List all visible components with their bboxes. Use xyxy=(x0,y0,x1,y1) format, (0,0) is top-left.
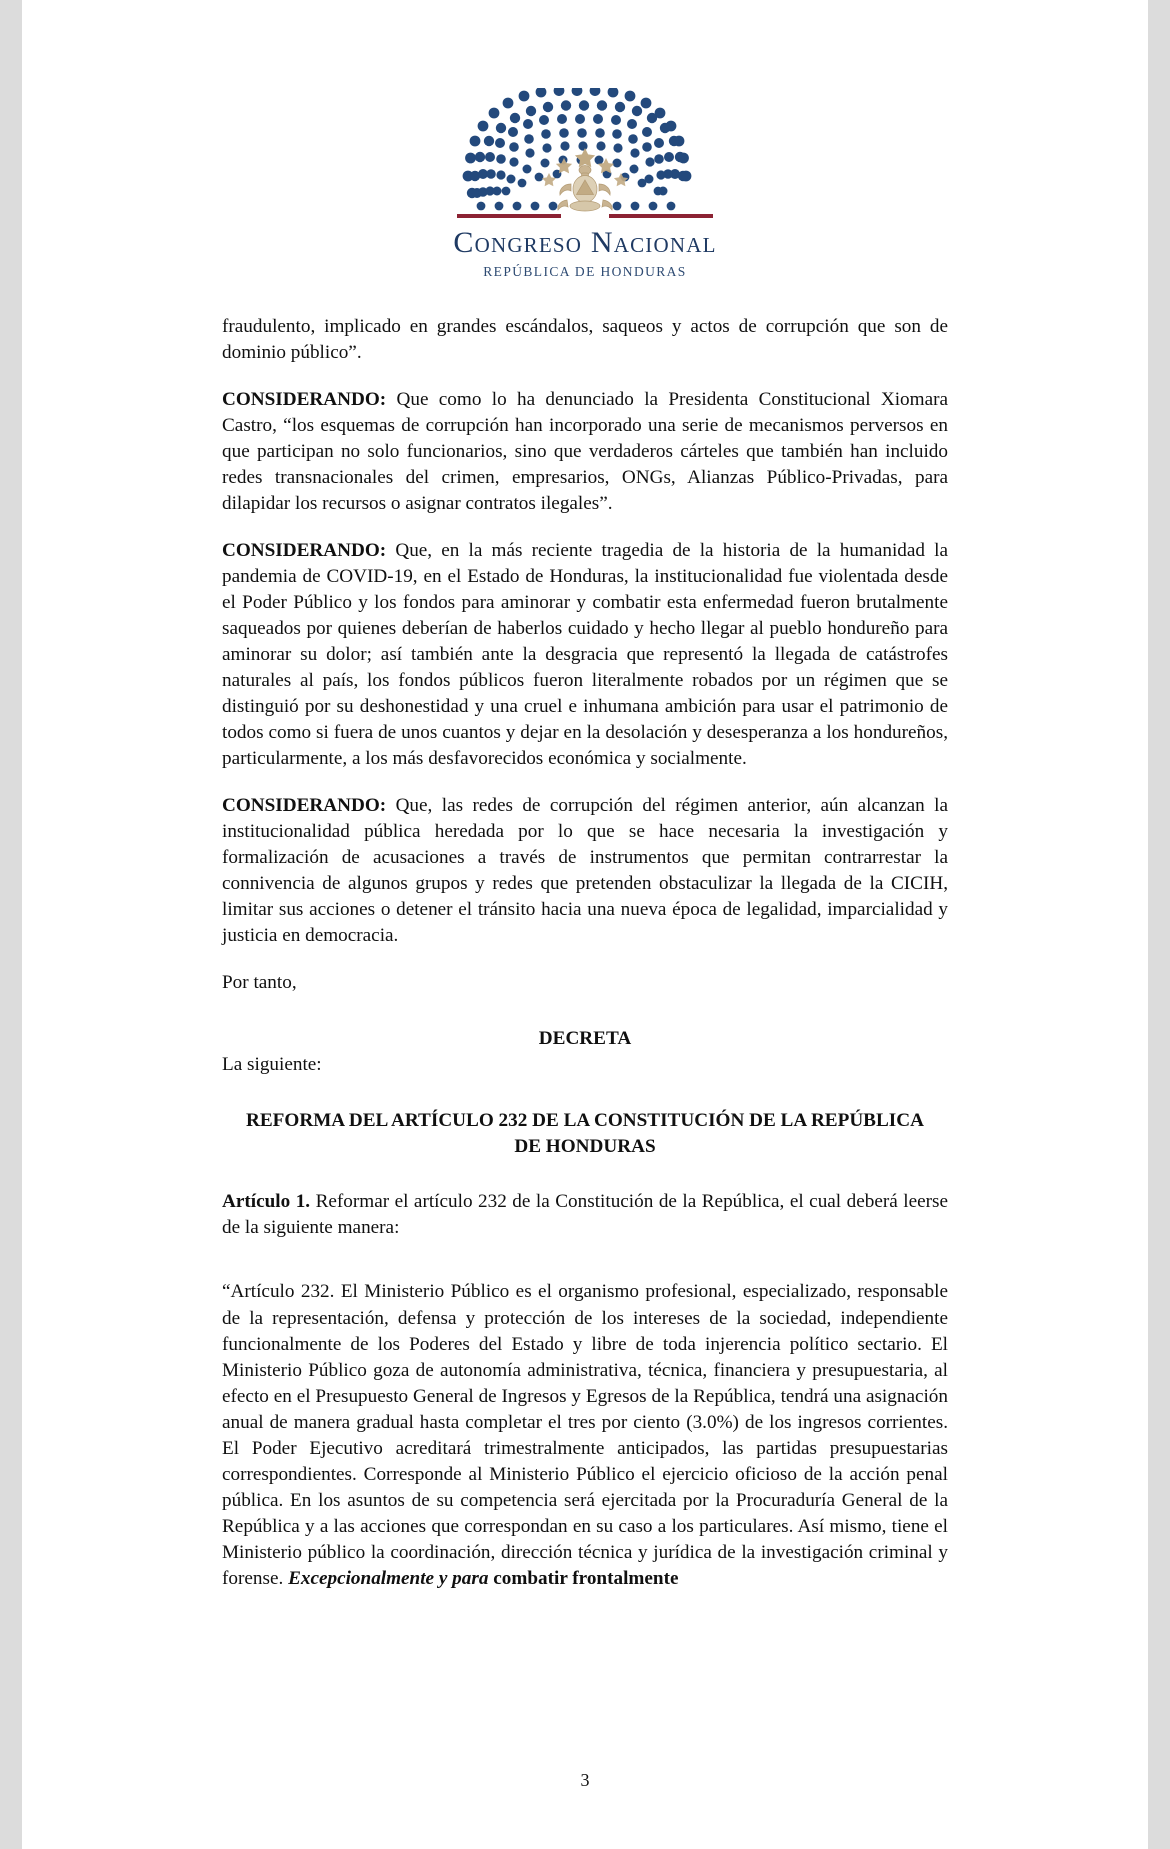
document-body xyxy=(222,280,948,1592)
logo-rule-left xyxy=(457,214,561,218)
considerando-1 xyxy=(222,387,948,517)
page-sheet xyxy=(22,0,1148,1849)
quoted-article-232 xyxy=(222,1279,948,1591)
quoted-article-body: “Artículo 232. El Ministerio Público es el organismo profesional, especializado, responsable de la representación, defensa y protección de los intereses de la sociedad, independiente funcionalmente de los Poderes del Estado y libre de toda injerencia político sectario. El Ministerio Público goza de autonomía administrativa, técnica, financiera y presupuestaria, al efecto en el Presupuesto General de Ingresos y Egresos de la República, tendrá una asignación anual de manera gradual hasta completar el tres por ciento (3.0%) de los ingresos corrientes. El Poder Ejecutivo acreditará trimestralmente anticipados, las partidas presupuestarias correspondientes. Corresponde al Ministerio Público el ejercicio oficioso de la acción penal pública. En los asuntos de su competencia será ejercitada por la Procuraduría General de la República y a las acciones que correspondan en su caso a los particulares. Así mismo, tiene el Ministerio público la coordinación, dirección técnica y jurídica de la investigación criminal y forense. xyxy=(222,1281,948,1589)
considerando-2-lead: CONSIDERANDO: xyxy=(222,540,387,562)
document-header xyxy=(22,0,1148,280)
logo-rule-bars xyxy=(451,211,719,220)
quoted-article-emphasis-bold: combatir frontalmente xyxy=(488,1567,679,1589)
paragraph-continuation: fraudulento, implicado en grandes escándalos, saqueos y actos de corrupción que son de dominio público”. xyxy=(222,316,948,364)
articulo-1-lead: Artículo 1. xyxy=(222,1191,311,1213)
por-tanto-line: Por tanto, xyxy=(222,972,297,994)
considerando-1-text: Que como lo ha denunciado la Presidenta Constitucional Xiomara Castro, “los esquemas de corrupción han incorporado una serie de mecanismos perversos en que participan no solo funcionarios, sino que verdaderos cárteles que también han incluido redes transnacionales del crimen, empresarios, ONGs, Alianzas Público-Privadas, para dilapidar los recursos o asignar contratos ilegales”. xyxy=(222,389,948,515)
logo-title: Congreso Nacional xyxy=(453,226,717,259)
logo-rule-right xyxy=(609,214,713,218)
considerando-3-lead: CONSIDERANDO: xyxy=(222,795,387,817)
scan-margin-right xyxy=(1148,0,1170,1849)
congreso-nacional-emblem-icon xyxy=(459,88,711,214)
articulo-1 xyxy=(222,1189,948,1241)
decreta-heading: DECRETA xyxy=(538,1028,632,1050)
considerando-3 xyxy=(222,793,948,949)
considerando-2 xyxy=(222,538,948,772)
la-siguiente-line: La siguiente: xyxy=(222,1054,322,1076)
spacer xyxy=(222,1159,948,1189)
considerando-1-lead: CONSIDERANDO: xyxy=(222,389,387,411)
spacer xyxy=(222,1084,948,1108)
decree-title: REFORMA DEL ARTÍCULO 232 DE LA CONSTITUCIÓN DE LA REPÚBLICA DE HONDURAS xyxy=(246,1110,924,1157)
spacer xyxy=(222,1002,948,1026)
quoted-article-emphasis-italic: Excepcionalmente y para xyxy=(288,1567,489,1589)
considerando-2-text: Que, en la más reciente tragedia de la historia de la humanidad la pandemia de COVID-19, en el Estado de Honduras, la institucionalidad fue violentada desde el Poder Público y los fondos para aminorar y combatir esta enfermedad fueron brutalmente saqueados por quienes deberían de haberlos cuidado y hecho llegar al pueblo hondureño para aminorar su dolor; así también ante la desgracia que representó la llegada de catástrofes naturales al país, los fondos públicos fueron literalmente robados por un régimen que se distinguió por su deshonestidad y una cruel e inhumana ambición para usar el patrimonio de todos como si fuera de unos cuantos y dejar en la desolación y desesperanza a los hondureños, particularmente, a los más desfavorecidos económica y socialmente. xyxy=(222,540,948,770)
scan-margin-left xyxy=(0,0,22,1849)
considerando-3-text: Que, las redes de corrupción del régimen anterior, aún alcanzan la institucionalidad pública heredada por lo que se hace necesaria la investigación y formalización de acusaciones a través de instrumentos que permitan contrarrestar la connivencia de algunos grupos y redes que pretenden obstaculizar la llegada de la CICIH, limitar sus acciones o detener el tránsito hacia una nueva época de legalidad, imparcialidad y justicia en democracia. xyxy=(222,795,948,947)
page-number: 3 xyxy=(580,1770,590,1790)
congreso-nacional-logo xyxy=(440,88,730,280)
spacer xyxy=(222,1262,948,1279)
logo-subtitle: REPÚBLICA DE HONDURAS xyxy=(483,264,687,279)
articulo-1-text: Reformar el artículo 232 de la Constitución de la República, el cual deberá leerse de la siguiente manera: xyxy=(222,1191,948,1239)
